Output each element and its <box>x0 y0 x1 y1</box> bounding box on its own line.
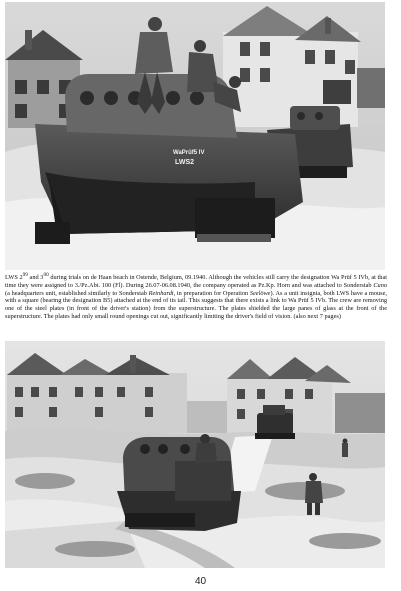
caption-text-2: and 3 <box>27 274 44 282</box>
caption-text-5: , in preparation for Operation <box>173 289 250 297</box>
photo-top-image <box>5 2 385 270</box>
caption-text-1: LWS 2 <box>5 274 23 282</box>
caption-italic-cuno: Cuno <box>373 281 387 289</box>
caption-superscript-1: 99 <box>22 272 28 278</box>
caption-superscript-2: 00 <box>43 272 49 278</box>
caption-italic-reinhardt: Reinhardt <box>148 289 174 297</box>
photo-lws-crew-removing-plate <box>5 2 385 270</box>
photo-lws-on-dunes <box>5 341 385 568</box>
hull-marking-line1: WaPrüf5 IV <box>173 150 205 156</box>
caption-text-4: (a headquarters unit, established similarly to Sonderstab <box>5 289 149 297</box>
photo-bottom-image <box>5 341 385 568</box>
photo-caption <box>5 272 387 320</box>
caption-italic-seeloewe: Seelöwe <box>249 289 271 297</box>
lws-vehicle-foreground <box>117 434 241 531</box>
page-number: 40 <box>194 576 207 587</box>
hull-marking-line2: LWS2 <box>175 159 195 166</box>
caption-text-6: ). As a unit insignia, both LWS have a mouse, with a square (bearing the designation B5) attached at the end of its tail. This suggests that there exists a link to Wa Prüf 5 IVb. The crew are removing one of the steel plates (in front of the driver's station) from the superstructure. The plates shielded the large panes of glass at the front of the superstructure. The plates had only small round openings cut out, significantly limiting the driver's field of vision. (also next 7 pages) <box>5 289 387 320</box>
caption-text-3: during trials on de Haan beach in Ostende, Belgium, 09.1940. Although the vehicles still carry the designation Wa Prüf 5 IVb, at that time they were assigned to 3./Pz.Abt. 100 (Fl). During 26.07-06.08.1940, the company operated as Pz.Kp. Horn and was attached to Sonderstab <box>5 274 387 289</box>
